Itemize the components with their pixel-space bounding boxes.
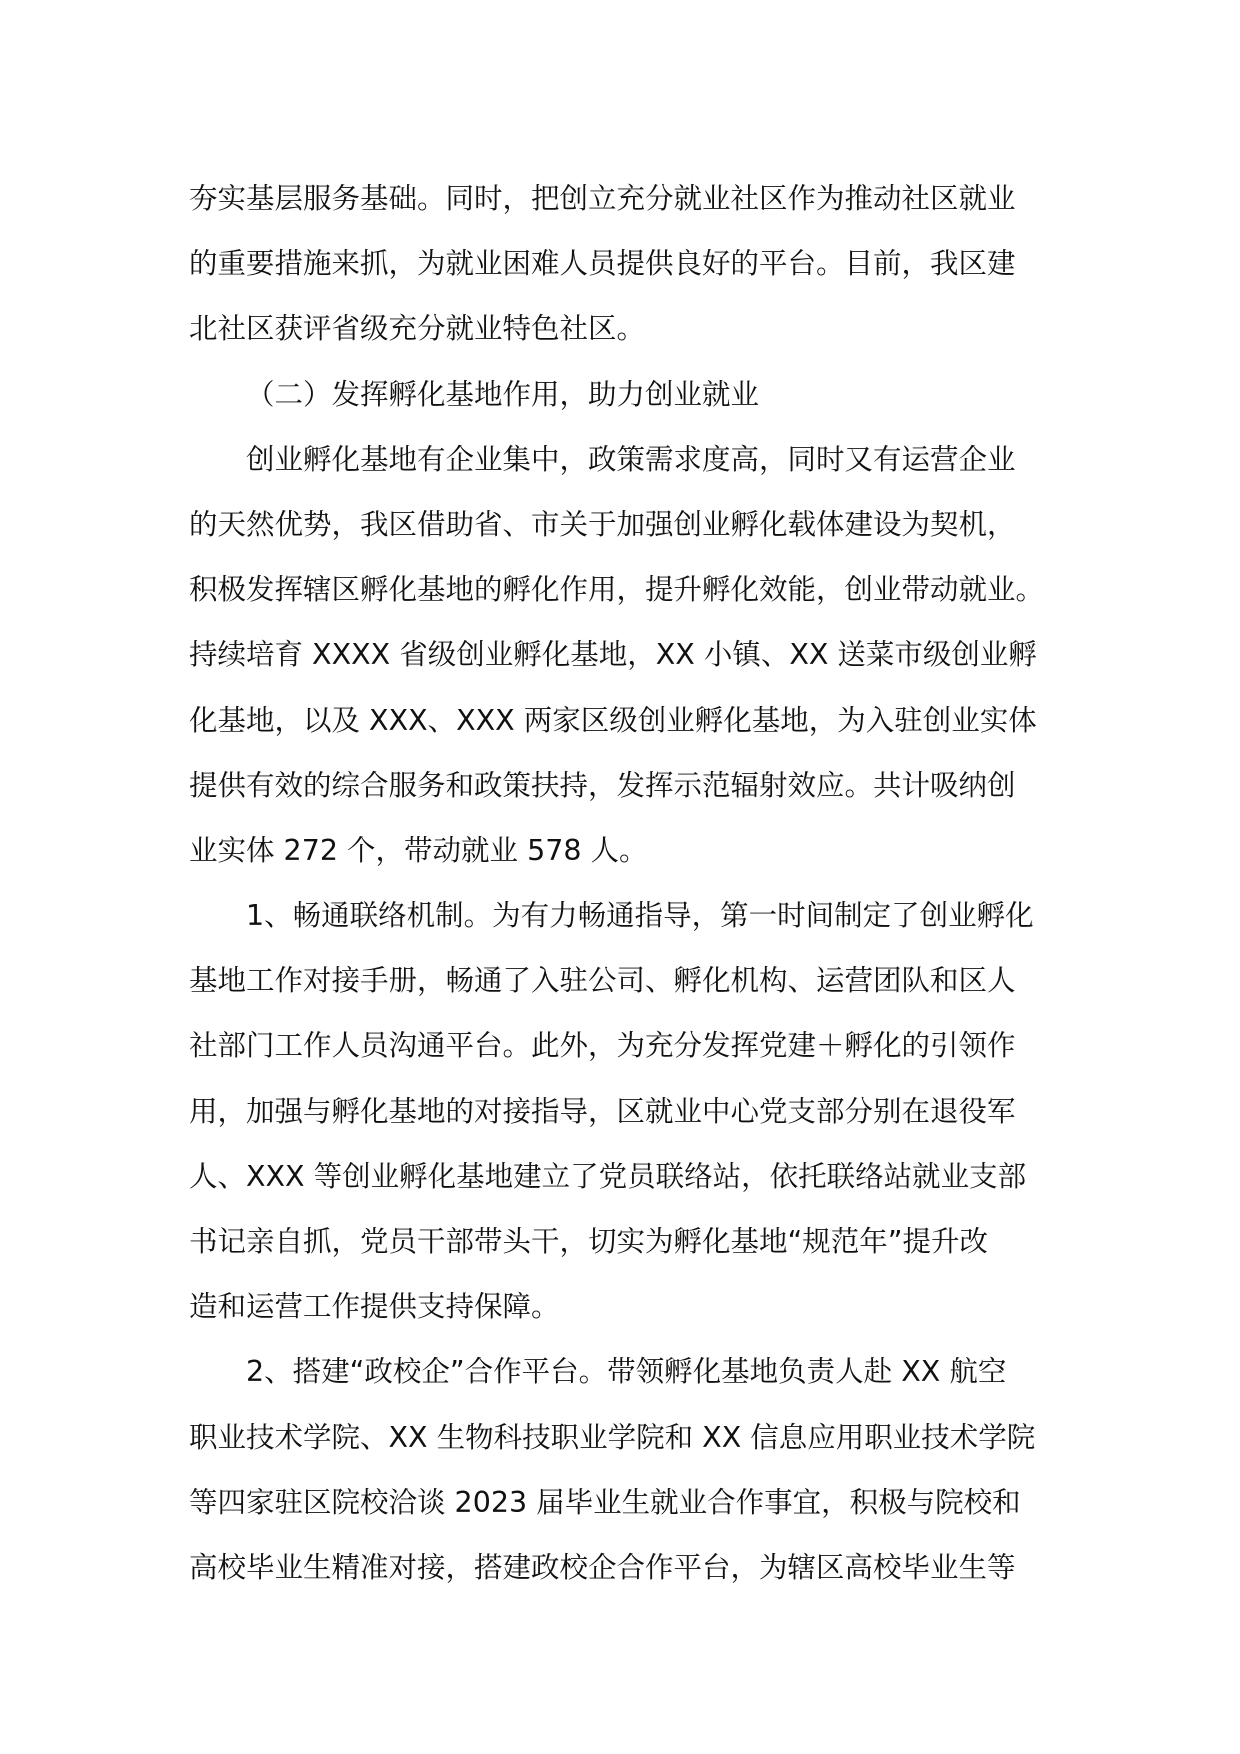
body-line-19: 2、搭建“政校企”合作平台。带领孵化基地负责人赴 XX 航空 xyxy=(246,1355,1007,1389)
body-line-9: 化基地，以及 XXX、XXX 两家区级创业孵化基地，为入驻创业实体 xyxy=(189,703,1037,737)
body-line-17: 书记亲自抓，党员干部带头干，切实为孵化基地“规范年”提升改 xyxy=(189,1225,989,1258)
body-line-5: 创业孵化基地有企业集中，政策需求度高，同时又有运营企业 xyxy=(246,442,1016,476)
body-line-3: 北社区获评省级充分就业特色社区。 xyxy=(189,312,646,346)
body-line-15: 用，加强与孵化基地的对接指导，区就业中心党支部分别在退役军 xyxy=(189,1094,1016,1128)
body-line-11: 业实体 272 个，带动就业 578 人。 xyxy=(189,833,648,867)
body-line-7: 积极发挥辖区孵化基地的孵化作用，提升孵化效能，创业带动就业。 xyxy=(189,573,1045,607)
body-line-14: 社部门工作人员沟通平台。此外，为充分发挥党建＋孵化的引领作 xyxy=(189,1029,1016,1063)
body-line-1: 夯实基层服务基础。同时，把创立充分就业社区作为推动社区就业 xyxy=(189,182,1016,215)
body-line-10: 提供有效的综合服务和政策扶持，发挥示范辐射效应。共计吸纳创 xyxy=(189,768,1016,802)
body-line-8: 持续培育 XXXX 省级创业孵化基地，XX 小镇、XX 送菜市级创业孵 xyxy=(189,638,1037,672)
body-line-20: 职业技术学院、XX 生物科技职业学院和 XX 信息应用职业技术学院 xyxy=(189,1420,1036,1454)
body-line-6: 的天然优势，我区借助省、市关于加强创业孵化载体建设为契机， xyxy=(189,507,1016,541)
body-line-12: 1、畅通联络机制。为有力畅通指导，第一时间制定了创业孵化 xyxy=(246,899,1034,933)
body-line-13: 基地工作对接手册，畅通了入驻公司、孵化机构、运营团队和区人 xyxy=(189,964,1016,998)
body-line-22: 高校毕业生精准对接，搭建政校企合作平台，为辖区高校毕业生等 xyxy=(189,1550,1016,1584)
body-line-18: 造和运营工作提供支持保障。 xyxy=(189,1290,560,1324)
body-line-2: 的重要措施来抓，为就业困难人员提供良好的平台。目前，我区建 xyxy=(189,247,1016,281)
body-line-21: 等四家驻区院校洽谈 2023 届毕业生就业合作事宜，积极与院校和 xyxy=(189,1485,1021,1519)
document-body xyxy=(189,166,1069,1600)
section-heading: （二）发挥孵化基地作用，助力创业就业 xyxy=(246,377,760,411)
body-line-16: 人、XXX 等创业孵化基地建立了党员联络站，依托联络站就业支部 xyxy=(189,1159,1027,1193)
